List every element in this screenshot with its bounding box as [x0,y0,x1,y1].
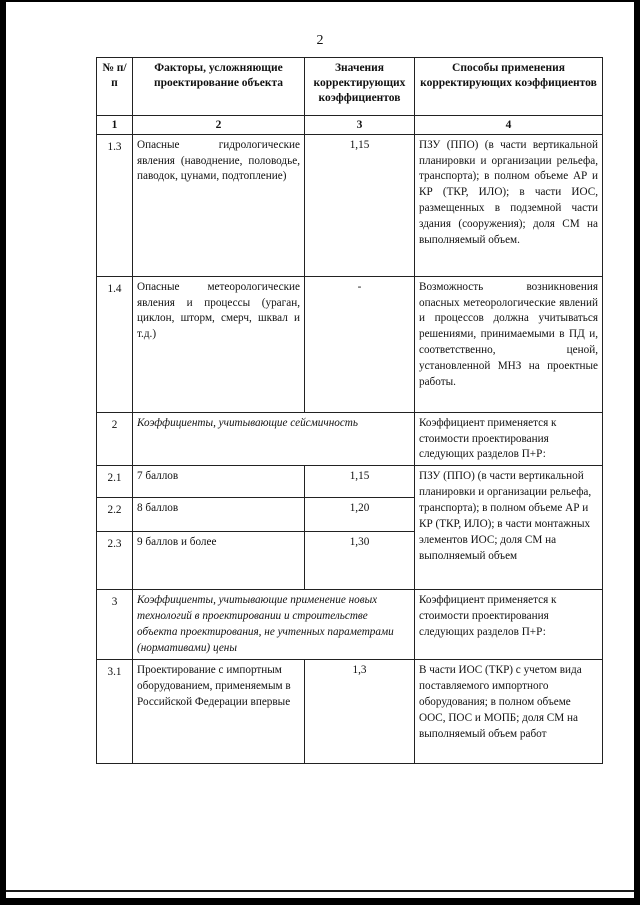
row-number: 3.1 [97,659,133,763]
table-row [97,412,603,466]
factor-cell: Опасные метеорологические явления и процессы (ураган, циклон, шторм, смерч, шквал и т.д.) [133,276,305,412]
coefficients-table [96,57,603,764]
method-cell: ПЗУ (ППО) (в части вертикальной планировки и организации рельефа, транспорта); в полном объеме АР и КР (ТКР, ИЛО); в части монтажных элементов ИОС; доля СМ на выполняемый объем [415,466,603,590]
factor-cell: 7 баллов [133,466,305,498]
row-number: 2.3 [97,532,133,590]
table-row [97,659,603,763]
factor-cell: Коэффициенты, учитывающие применение новых технологий в проектировании и строительстве объекта проектирования, не учтенных параметрами (нормативами) цены [133,590,415,660]
factor-cell: Опасные гидрологические явления (наводнение, половодье, паводок, цунами, подтопление) [133,134,305,276]
row-number: 2.1 [97,466,133,498]
factor-cell: 8 баллов [133,498,305,532]
row-number: 3 [97,590,133,660]
header-methods: Способы применения корректирующих коэффициентов [415,58,603,116]
column-numbers-row [97,116,603,135]
row-number: 1.3 [97,134,133,276]
factor-cell: 9 баллов и более [133,532,305,590]
header-number: № п/п [97,58,133,116]
header-factors: Факторы, усложняющие проектирование объекта [133,58,305,116]
column-number: 1 [97,116,133,135]
row-number: 1.4 [97,276,133,412]
factor-cell: Коэффициенты, учитывающие сейсмичность [133,412,415,466]
factor-cell: Проектирование с импортным оборудованием, применяемым в Российской Федерации впервые [133,659,305,763]
table-header-row [97,58,603,116]
row-number: 2 [97,412,133,466]
method-cell: В части ИОС (ТКР) с учетом вида поставляемого импортного оборудования; в полном объеме ООС, ПОС и МОПБ; доля СМ на выполняемый объем работ [415,659,603,763]
document-page [6,2,634,898]
table-row [97,590,603,660]
value-cell: 1,3 [305,659,415,763]
method-cell: ПЗУ (ППО) (в части вертикальной планировки и организации рельефа, транспорта); в полном объеме АР и КР (ТКР, ИЛО); в части ИОС, размещенных в подземной части здания (сооружения); доля СМ на выполняемый объем. [415,134,603,276]
page-bottom-edge [6,890,634,892]
column-number: 3 [305,116,415,135]
page-number: 2 [316,33,324,48]
table-row [97,466,603,498]
value-cell: 1,20 [305,498,415,532]
table-row [97,134,603,276]
value-cell: - [305,276,415,412]
column-number: 4 [415,116,603,135]
method-cell: Коэффициент применяется к стоимости проектирования следующих разделов П+Р: [415,412,603,466]
value-cell: 1,30 [305,532,415,590]
header-values: Значения корректирующих коэффициентов [305,58,415,116]
table-row [97,276,603,412]
method-cell: Коэффициент применяется к стоимости проектирования следующих разделов П+Р: [415,590,603,660]
value-cell: 1,15 [305,466,415,498]
value-cell: 1,15 [305,134,415,276]
column-number: 2 [133,116,305,135]
method-cell: Возможность возникновения опасных метеорологические явлений и процессов должна учитываться решениями, принимаемыми в ПД и, соответственно, ценой, установленной МНЗ на проектные работы. [415,276,603,412]
row-number: 2.2 [97,498,133,532]
